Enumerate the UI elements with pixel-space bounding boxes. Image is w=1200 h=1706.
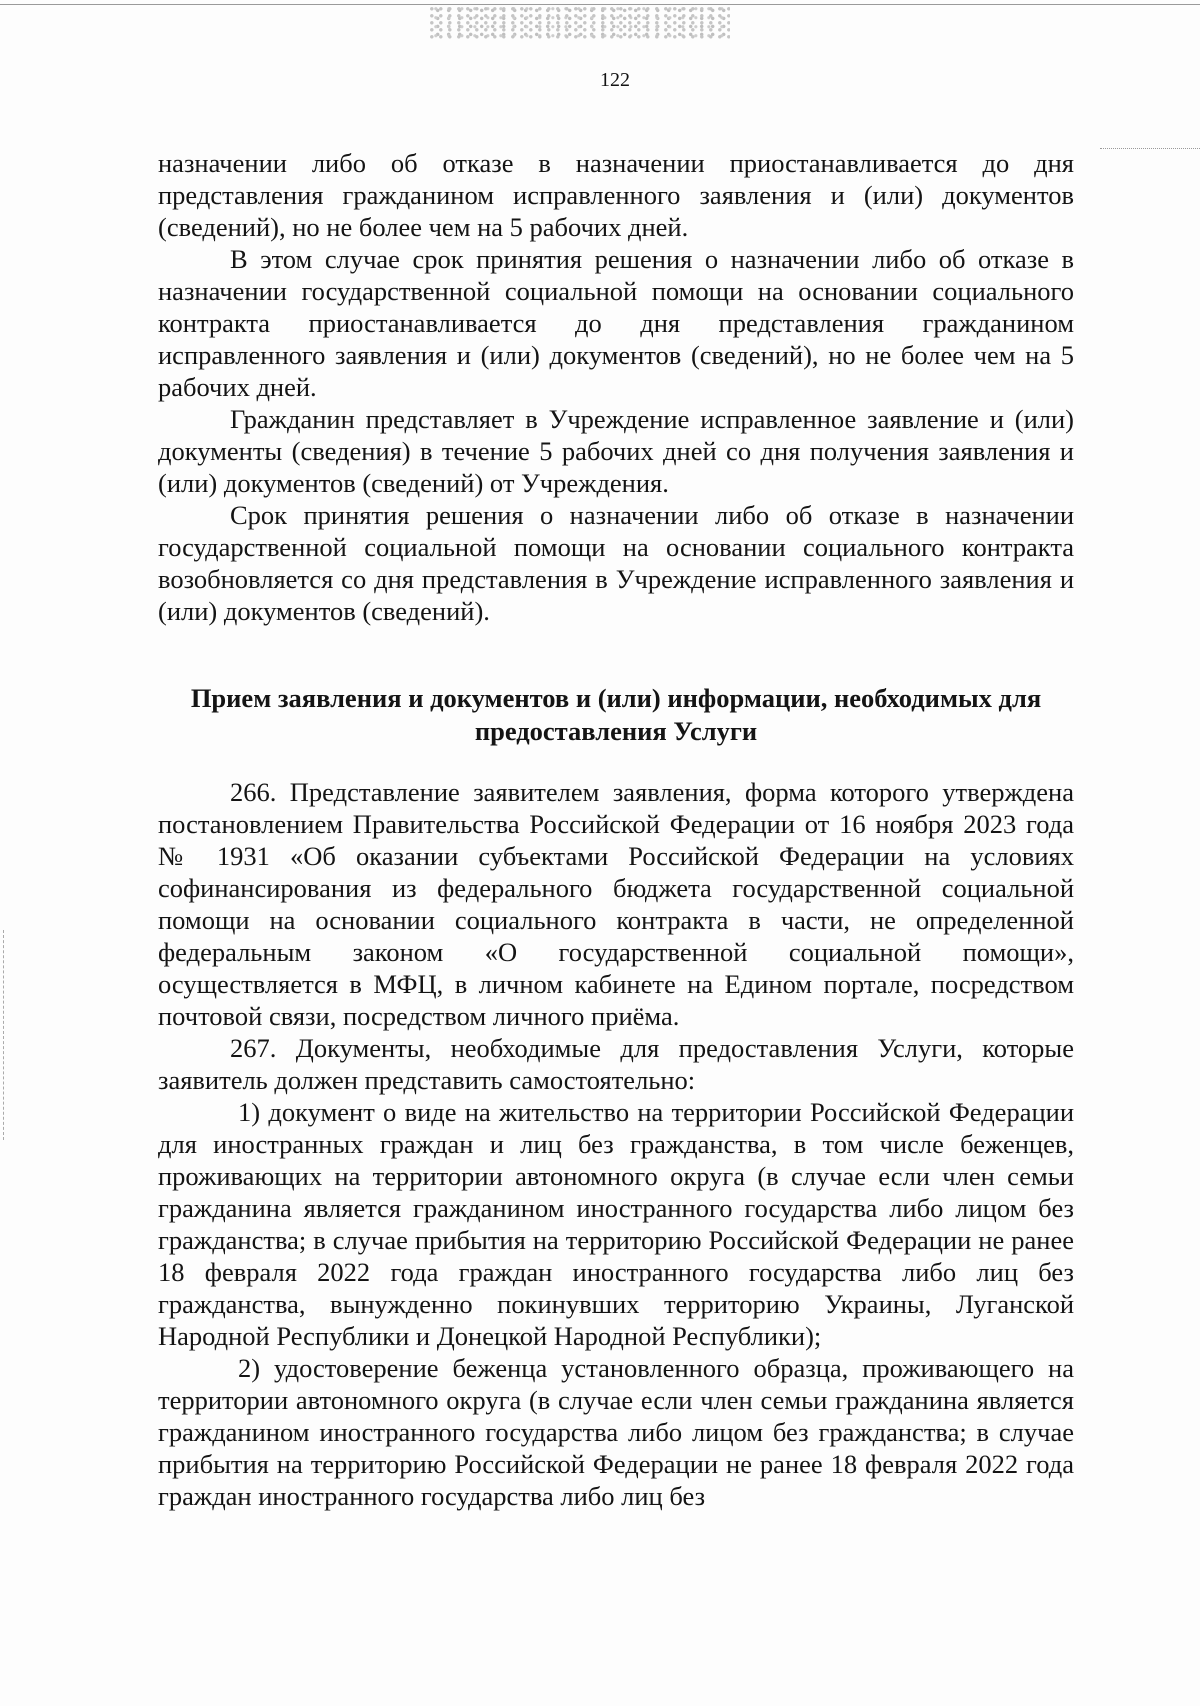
page-number: 122 (600, 69, 630, 91)
scan-edge-line (0, 4, 1200, 5)
list-item-2: 2) удостоверение беженца установленного образца, проживающего на территории автономного округа (в случае если член семьи гражданина является гражданином иностранного государства либо лицом без гражданства; в случае прибытия на территорию Российской Федерации не ранее 18 февраля 2022 года граждан иностранного государства либо лиц без (158, 1353, 1074, 1511)
scan-dotted-line (1100, 148, 1200, 149)
paragraph: В этом случае срок принятия решения о назначении либо об отказе в назначении государственной социальной помощи на основании социального контракта приостанавливается до дня представления гражданином исправленного заявления и (или) документов (сведений), но не более чем на 5 рабочих дней. (158, 244, 1074, 402)
paragraph-267: 267. Документы, необходимые для предоставления Услуги, которые заявитель должен представить самостоятельно: (158, 1033, 1074, 1095)
paragraph: Срок принятия решения о назначении либо об отказе в назначении государственной социальной помощи на основании социального контракта возобновляется со дня представления в Учреждение исправленного заявления и (или) документов (сведений). (158, 500, 1074, 626)
list-item-1: 1) документ о виде на жительство на территории Российской Федерации для иностранных граждан и лиц без гражданства, в том числе беженцев, проживающих на территории автономного округа (в случае если член семьи гражданина является гражданином иностранного государства либо лицом без гражданства; в случае прибытия на территорию Российской Федерации не ранее 18 февраля 2022 года граждан иностранного государства либо лиц без гражданства, вынужденно покинувших территорию Украины, Луганской Народной Республики и Донецкой Народной Республики); (158, 1097, 1074, 1351)
document-body (158, 147, 1074, 1512)
scan-left-edge-mark (3, 930, 4, 1140)
section-heading: Прием заявления и документов и (или) информации, необходимых для предоставления Услуги (190, 683, 1042, 746)
paragraph: Гражданин представляет в Учреждение исправленное заявление и (или) документы (сведения) в течение 5 рабочих дней со дня получения заявления и (или) документов (сведений) от Учреждения. (158, 404, 1074, 498)
scan-noise (430, 6, 730, 40)
paragraph-266: 266. Представление заявителем заявления, форма которого утверждена постановлением Правительства Российской Федерации от 16 ноября 2023 года № 1931 «Об оказании субъектами Российской Федерации на условиях софинансирования из федерального бюджета государственной социальной помощи на основании социального контракта в части, не определенной федеральным законом «О государственной социальной помощи», осуществляется в МФЦ, в личном кабинете на Едином портале, посредством почтовой связи, посредством личного приёма. (158, 777, 1074, 1031)
paragraph-continuation: назначении либо об отказе в назначении приостанавливается до дня представления гражданином исправленного заявления и (или) документов (сведений), но не более чем на 5 рабочих дней. (158, 148, 1074, 242)
